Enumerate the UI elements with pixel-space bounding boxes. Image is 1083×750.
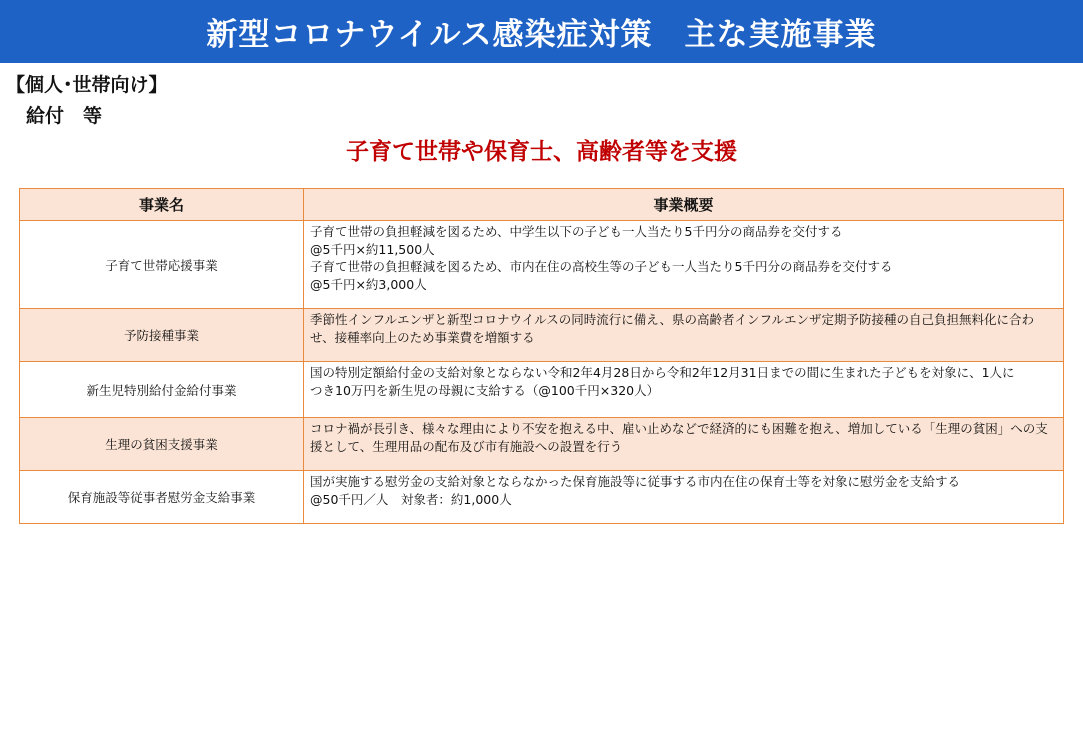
summary-line: 子育て世帯の負担軽減を図るため、市内在住の高校生等の子ども一人当たり5千円分の商品券を交付する (310, 259, 893, 274)
summary-line: 季節性インフルエンザと新型コロナウイルスの同時流行に備え、県の高齢者インフルエンザ定期予防接種の自己負担無料化に合わ (310, 312, 1035, 327)
summary-line: つき10万円を新生児の母親に支給する（@100千円×320人） (310, 382, 660, 398)
table-row (20, 362, 1064, 418)
project-summary (304, 471, 1064, 524)
project-name: 子育て世帯応援事業 (20, 221, 304, 309)
summary-line: 援として、生理用品の配布及び市有施設への設置を行う (310, 438, 623, 454)
summary-line: 国の特別定額給付金の支給対象とならない令和2年4月28日から令和2年12月31日までの間に生まれた子どもを対象に、1人に (310, 365, 1015, 380)
summary-line: 国が実施する慰労金の支給対象とならなかった保育施設等に従事する市内在住の保育士等を対象に慰労金を支給する (310, 474, 961, 489)
table-header-row (20, 189, 1064, 221)
subcategory-label: 給付 等 (26, 105, 103, 127)
header-project-summary: 事業概要 (304, 189, 1064, 221)
project-table (19, 188, 1064, 524)
project-name: 生理の貧困支援事業 (20, 418, 304, 471)
project-name: 予防接種事業 (20, 309, 304, 362)
summary-line: @5千円×約3,000人 (310, 276, 427, 292)
project-summary (304, 362, 1064, 418)
summary-line: コロナ禍が長引き、様々な理由により不安を抱える中、雇い止めなどで経済的にも困難を抱え、増加している「生理の貧困」への支 (310, 421, 1048, 436)
project-name: 新生児特別給付金給付事業 (20, 362, 304, 418)
table-row (20, 309, 1064, 362)
project-summary (304, 418, 1064, 471)
summary-line: @5千円×約11,500人 (310, 241, 435, 257)
header-project-name: 事業名 (20, 189, 304, 221)
headline: 子育て世帯や保育士、高齢者等を支援 (346, 139, 737, 165)
summary-line: @50千円／人 対象者：約1,000人 (310, 491, 512, 507)
summary-line: せ、接種率向上のため事業費を増額する (310, 329, 535, 345)
table-row (20, 471, 1064, 524)
project-summary (304, 221, 1064, 309)
table-row (20, 221, 1064, 309)
category-label: 【個人･世帯向け】 (6, 74, 168, 96)
summary-line: 子育て世帯の負担軽減を図るため、中学生以下の子ども一人当たり5千円分の商品券を交付する (310, 224, 843, 239)
table-row (20, 418, 1064, 471)
title-bar (0, 0, 1083, 63)
project-name: 保育施設等従事者慰労金支給事業 (20, 471, 304, 524)
slide-title: 新型コロナウイルス感染症対策 主な実施事業 (206, 17, 877, 53)
project-summary (304, 309, 1064, 362)
